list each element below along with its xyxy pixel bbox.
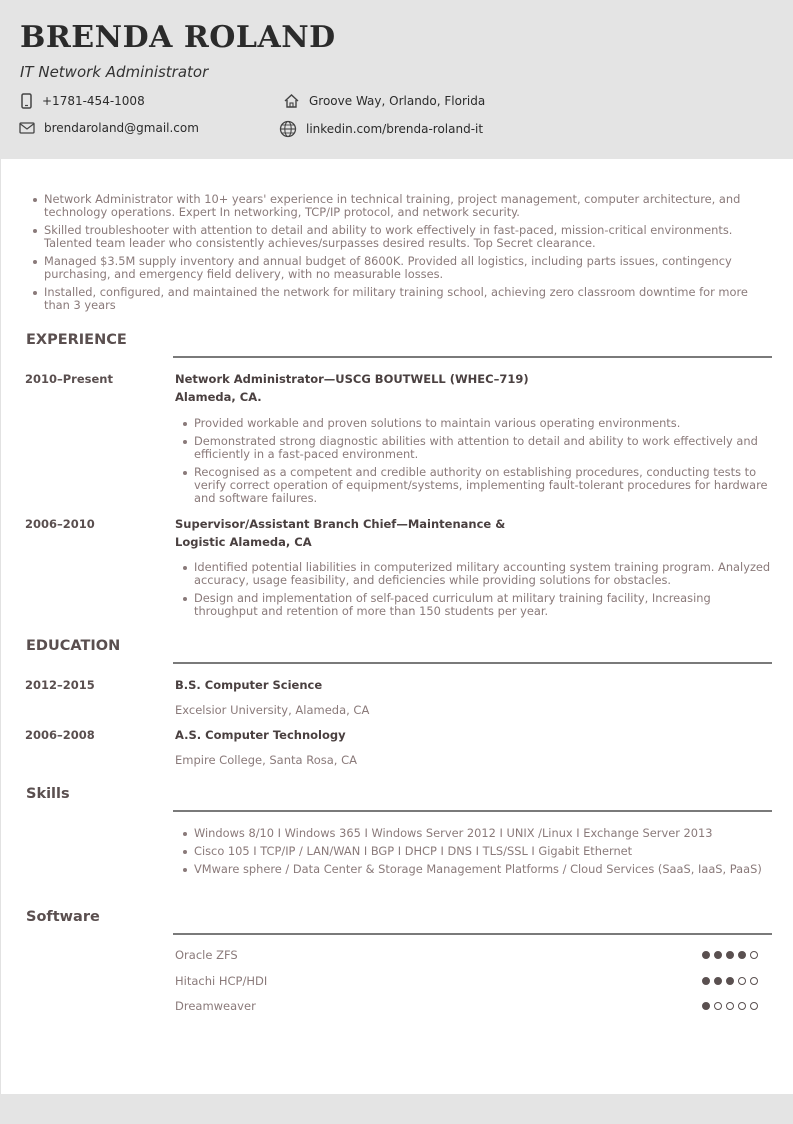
job-bullets [182, 417, 774, 510]
edu-degree: A.S. Computer Technology [175, 728, 346, 742]
rating-dot-empty [726, 1002, 734, 1010]
rating-dot-empty [750, 1002, 758, 1010]
job-date: 2010–Present [25, 372, 113, 386]
rating-dot-filled [702, 977, 710, 985]
skills-list [182, 827, 774, 881]
education-divider [173, 662, 772, 664]
page-left-border [0, 159, 1, 1094]
rating-dot-filled [738, 951, 746, 959]
phone-icon [20, 93, 33, 109]
experience-heading: EXPERIENCE [26, 332, 127, 348]
edu-degree: B.S. Computer Science [175, 678, 323, 692]
skill-item: Cisco 105 I TCP/IP / LAN/WAN I BGP I DHCP I DNS I TLS/SSL I Gigabit Ethernet [182, 845, 774, 858]
footer-band [0, 1094, 793, 1124]
rating-dot-filled [714, 977, 722, 985]
software-name: Hitachi HCP/HDI [175, 974, 268, 988]
job-bullet: Design and implementation of self-paced curriculum at military training facility, Increasing throughput and retention of more than 150 students per year. [182, 592, 774, 618]
summary-item: Network Administrator with 10+ years' experience in technical training, project management, computer architecture, and technology operations. Expert In networking, TCP/IP protocol, and network security. [32, 193, 772, 219]
summary-item: Managed $3.5M supply inventory and annual budget of 8600K. Provided all logistics, including parts issues, contingency purchasing, and emergency field delivery, with no measurable losses. [32, 255, 772, 281]
education-heading: EDUCATION [26, 638, 121, 654]
summary-item: Installed, configured, and maintained the network for military training school, achieving zero classroom downtime for more than 3 years [32, 286, 772, 312]
candidate-name: BRENDA ROLAND [20, 20, 336, 55]
header-band [0, 0, 793, 159]
software-divider [173, 933, 772, 935]
contact-linkedin [279, 120, 483, 138]
mail-icon [19, 121, 35, 135]
edu-school: Excelsior University, Alameda, CA [175, 703, 370, 717]
job-bullet: Recognised as a competent and credible authority on establishing procedures, conducting tests to verify correct operation of equipment/systems, implementing fault-tolerant procedures for hardware and software failures. [182, 466, 774, 505]
rating-dot-filled [702, 951, 710, 959]
skills-heading: Skills [26, 786, 70, 802]
software-rating [702, 1002, 758, 1010]
job-title-text: Network Administrator—USCG BOUTWELL (WHEC–719) [175, 372, 529, 386]
email-text[interactable]: brendaroland@gmail.com [44, 121, 199, 135]
job-location: Alameda, CA. [175, 390, 262, 404]
rating-dot-filled [726, 977, 734, 985]
job-role: IT Network Administrator [20, 63, 209, 81]
summary-item: Skilled troubleshooter with attention to detail and ability to work effectively in fast-paced, mission-critical environments. Talented team leader who consistently achieves/surpasses desired results. Top Secret clearance. [32, 224, 772, 250]
job-bullet: Provided workable and proven solutions to maintain various operating environments. [182, 417, 774, 430]
rating-dot-filled [726, 951, 734, 959]
job-bullets [182, 561, 774, 623]
job-title [175, 370, 575, 406]
experience-divider [173, 356, 772, 358]
skill-item: Windows 8/10 I Windows 365 I Windows Server 2012 I UNIX /Linux I Exchange Server 2013 [182, 827, 774, 840]
skill-item: VMware sphere / Data Center & Storage Management Platforms / Cloud Services (SaaS, IaaS, PaaS) [182, 863, 774, 876]
phone-text: +1781-454-1008 [42, 94, 145, 108]
edu-school: Empire College, Santa Rosa, CA [175, 753, 357, 767]
software-rating [702, 951, 758, 959]
rating-dot-filled [702, 1002, 710, 1010]
software-heading: Software [26, 909, 100, 925]
rating-dot-empty [714, 1002, 722, 1010]
job-bullet: Identified potential liabilities in computerized military accounting system training program. Analyzed accuracy, usage feasibility, and deficiencies while providing solutions for obstacles. [182, 561, 774, 587]
job-date: 2006–2010 [25, 517, 95, 531]
software-name: Oracle ZFS [175, 948, 238, 962]
address-text: Groove Way, Orlando, Florida [309, 94, 486, 108]
contact-email [19, 121, 199, 135]
edu-date: 2006–2008 [25, 728, 95, 742]
home-icon [283, 93, 300, 109]
rating-dot-empty [738, 977, 746, 985]
job-title: Supervisor/Assistant Branch Chief—Maintenance & Logistic Alameda, CA [175, 517, 506, 549]
rating-dot-empty [750, 977, 758, 985]
rating-dot-empty [750, 951, 758, 959]
job-bullet: Demonstrated strong diagnostic abilities with attention to detail and ability to work effectively and efficiently in a fast-paced environment. [182, 435, 774, 461]
edu-date: 2012–2015 [25, 678, 95, 692]
contact-phone [20, 93, 145, 109]
software-rating [702, 977, 758, 985]
software-name: Dreamweaver [175, 999, 256, 1013]
summary-list [32, 193, 772, 317]
globe-icon [279, 120, 297, 138]
rating-dot-filled [714, 951, 722, 959]
skills-divider [173, 810, 772, 812]
contact-address [283, 93, 485, 109]
linkedin-text[interactable]: linkedin.com/brenda-roland-it [306, 122, 484, 136]
rating-dot-empty [738, 1002, 746, 1010]
